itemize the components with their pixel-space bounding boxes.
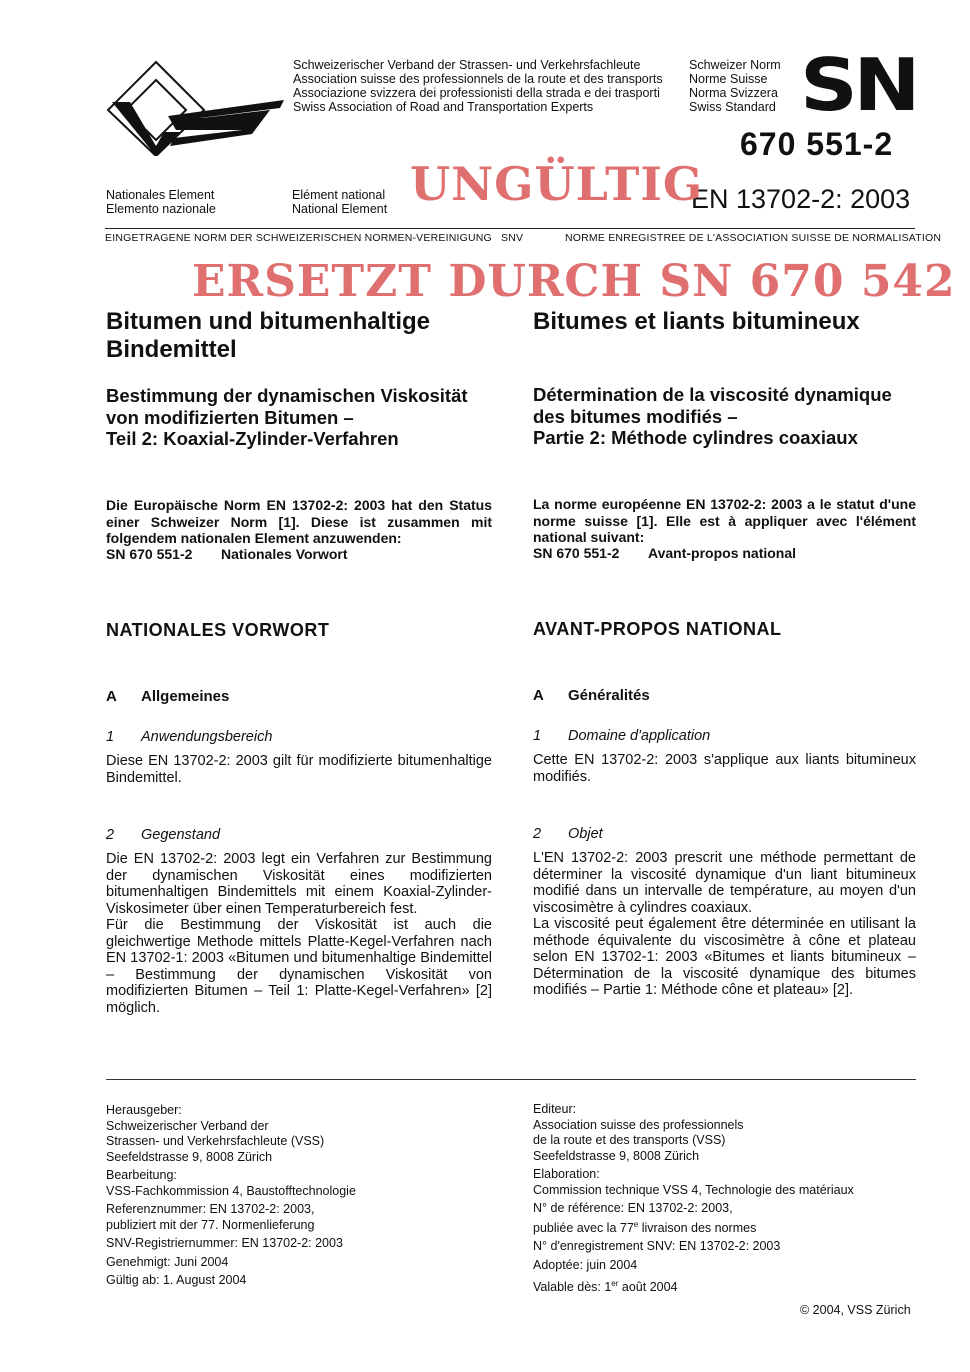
- valid-pre: Valable dès: 1: [533, 1280, 612, 1295]
- reference-label: Nationales Vorwort: [221, 546, 348, 562]
- editing-text: VSS-Fachkommission 4, Baustofftechnologie: [106, 1183, 356, 1198]
- org-name-it: Associazione svizzera dei professionisti della strada e dei trasporti: [293, 86, 660, 100]
- subsection-number: 2: [106, 827, 115, 843]
- adoption-date: Adoptée: juin 2004: [533, 1257, 638, 1272]
- valid-from-date: Gültig ab: 1. August 2004: [106, 1273, 247, 1287]
- section-a-de: [106, 688, 492, 705]
- en-standard-number: EN 13702-2: 2003: [691, 184, 911, 214]
- reference-label: Avant-propos national: [648, 545, 797, 561]
- norm-name-fr: Norme Suisse: [689, 72, 768, 86]
- copyright: © 2004, VSS Zürich: [800, 1303, 911, 1317]
- footer-divider: [106, 1079, 916, 1080]
- subtitle-fr-line: Partie 2: Méthode cylindres coaxiaux: [533, 427, 858, 448]
- reference-delivery: [533, 1217, 916, 1237]
- section-title-de: NATIONALES VORWORT: [106, 620, 330, 640]
- subsection-1-text-fr: Cette EN 13702-2: 2003 s'applique aux liants bitumineux modifiés.: [533, 752, 916, 785]
- norm-name-it: Norma Svizzera: [689, 86, 778, 100]
- subsection-2-heading-fr: [533, 826, 916, 842]
- subtitle-de: [106, 385, 492, 450]
- norm-name-en: Swiss Standard: [689, 100, 776, 114]
- subsection-number: 2: [533, 826, 542, 842]
- document-number: 670 551-2: [740, 126, 894, 162]
- reference-delivery-post: livraison des normes: [638, 1220, 757, 1235]
- replaced-stamp: ERSETZT DURCH SN 670 542: [192, 256, 956, 307]
- org-name-de: Schweizerischer Verband der Strassen- und Verkehrsfachleute: [293, 58, 641, 72]
- national-element-it: Elemento nazionale: [106, 202, 216, 216]
- publisher-line: Strassen- und Verkehrsfachleute (VSS): [106, 1134, 325, 1148]
- subtitle-de-line: Teil 2: Koaxial-Zylinder-Verfahren: [106, 428, 399, 449]
- publisher-line: de la route et des transports (VSS): [533, 1133, 726, 1147]
- registration-text-fr: NORME ENREGISTREE DE L'ASSOCIATION SUISSE DE NORMALISATION: [565, 232, 942, 244]
- national-element-de: Nationales Element: [106, 188, 215, 202]
- reference-delivery: publiziert mit der 77. Normenlieferung: [106, 1217, 315, 1232]
- reference-number: Referenznummer: EN 13702-2: 2003,: [106, 1202, 315, 1216]
- publisher-label: Herausgeber:: [106, 1103, 182, 1117]
- intro-fr: La norme européenne EN 13702-2: 2003 a le statut d'une norme suisse [1]. Elle est à appliquer avec l'élément national suivant:: [533, 496, 916, 545]
- footer-de: [106, 1103, 492, 1289]
- paragraph: Die EN 13702-2: 2003 legt ein Verfahren zur Bestimmung der dynamischen Viskosität eines modifizierten bitumenhaltigen Bindemittels mit einem Koaxial-Zylinder-Viskosimeter über einen Temperaturbereich fest.: [106, 851, 492, 917]
- section-letter: A: [533, 687, 544, 704]
- national-element-en: National Element: [292, 202, 388, 216]
- publisher-line: Seefeldstrasse 9, 8008 Zürich: [533, 1148, 700, 1163]
- ordinal-suffix: er: [611, 1279, 619, 1289]
- subsection-title: Anwendungsbereich: [141, 729, 273, 745]
- footer-fr: [533, 1102, 916, 1296]
- national-element-fr: Elément national: [292, 188, 386, 202]
- section-a-title: Généralités: [568, 687, 650, 704]
- valid-post: août 2004: [618, 1280, 678, 1295]
- editing-label: Bearbeitung:: [106, 1168, 177, 1182]
- national-element-labels-left: [106, 188, 216, 216]
- title-fr: Bitumes et liants bitumineux: [533, 308, 860, 335]
- intro-de: Die Europäische Norm EN 13702-2: 2003 hat den Status einer Schweizer Norm [1]. Diese ist zusammen mit folgendem nationalen Element anzuwenden:: [106, 497, 492, 546]
- reference-delivery-pre: publiée avec la 77: [533, 1220, 634, 1235]
- section-title-fr: AVANT-PROPOS NATIONAL: [533, 619, 782, 639]
- subsection-2-heading-de: [106, 827, 492, 843]
- subsection-title: Objet: [568, 826, 603, 842]
- subsection-1-text-de: Diese EN 13702-2: 2003 gilt für modifizierte bitumenhaltige Bindemittel.: [106, 753, 492, 786]
- publisher-line: Association suisse des professionnels: [533, 1117, 744, 1132]
- section-a-title: Allgemeines: [141, 688, 230, 705]
- national-element-labels-right: [292, 188, 387, 216]
- subsection-2-text-fr: [533, 850, 916, 999]
- section-letter: A: [106, 688, 117, 705]
- registration-text-de: EINGETRAGENE NORM DER SCHWEIZERISCHEN NORMEN-VEREINIGUNG: [105, 232, 492, 244]
- paragraph: La viscosité peut également être déterminée en utilisant la méthode équivalente du viscosimètre à cône et plateau selon EN 13702-1: 2003 «Bitumes et liants bitumineux – Détermination de la viscosité dynamique des bitumes modifiés – Partie 1: Méthode cône et plateau» [2].: [533, 916, 916, 998]
- editing-text: Commission technique VSS 4, Technologie des matériaux: [533, 1182, 854, 1197]
- reference-line-fr: [533, 545, 916, 562]
- section-a-fr: [533, 687, 916, 704]
- subtitle-de-line: Bestimmung der dynamischen Viskosität: [106, 385, 468, 406]
- paragraph: L'EN 13702-2: 2003 prescrit une méthode permettant de déterminer la viscosité dynamique d'un liant bitumineux modifié dans un intervalle de température, au moyen d'un viscosimètre à cylindres coaxiaux.: [533, 850, 916, 916]
- subsection-number: 1: [533, 728, 542, 744]
- title-de: Bitumen und bitumenhaltige Bindemittel: [106, 308, 430, 363]
- ordinal-suffix: e: [633, 1219, 639, 1229]
- org-name-en: Swiss Association of Road and Transportation Experts: [293, 100, 594, 114]
- subtitle-de-line: von modifizierten Bitumen –: [106, 406, 354, 428]
- editing-label: Elaboration:: [533, 1167, 600, 1181]
- publisher-line: Schweizerischer Verband der: [106, 1118, 269, 1133]
- subtitle-fr-line: Détermination de la viscosité dynamique: [533, 384, 892, 405]
- org-name-fr: Association suisse des professionnels de la route et des transports: [293, 72, 663, 86]
- reference-code: SN 670 551-2: [533, 545, 620, 561]
- norm-names: [689, 58, 781, 114]
- approval-date: Genehmigt: Juni 2004: [106, 1254, 229, 1269]
- invalid-stamp: UNGÜLTIG: [410, 157, 704, 211]
- reference-code: SN 670 551-2: [106, 546, 193, 562]
- sn-logo-text: SN: [800, 55, 916, 113]
- registration-divider: [105, 228, 915, 229]
- subtitle-fr-line: des bitumes modifiés –: [533, 405, 738, 427]
- publisher-line: Seefeldstrasse 9, 8008 Zürich: [106, 1149, 273, 1164]
- vss-logo: [104, 60, 284, 156]
- subsection-title: Domaine d'application: [568, 728, 711, 744]
- registration-snv: SNV: [501, 232, 524, 244]
- organization-names: [293, 58, 663, 114]
- paragraph: Für die Bestimmung der Viskosität ist auch die gleichwertige Methode mittels Platte-Kegel-Verfahren nach EN 13702-1: 2003 «Bitumen und bitumenhaltige Bindemittel – Bestimmung der dynamischen Viskosität von modifizierten Bitumen – Teil 1: Platte-Kegel-Verfahren» [2] möglich.: [106, 917, 492, 1016]
- subsection-2-text-de: [106, 851, 492, 1016]
- subsection-title: Gegenstand: [141, 827, 221, 843]
- reference-number: N° de référence: EN 13702-2: 2003,: [533, 1201, 733, 1215]
- norm-name-de: Schweizer Norm: [689, 58, 781, 72]
- publisher-label: Editeur:: [533, 1102, 577, 1116]
- snv-registration: N° d'enregistrement SNV: EN 13702-2: 2003: [533, 1239, 781, 1254]
- subsection-1-heading-fr: [533, 728, 916, 744]
- sn-logo: [800, 55, 916, 113]
- valid-from-date: [533, 1276, 916, 1296]
- subsection-1-heading-de: [106, 729, 492, 745]
- reference-line-de: [106, 546, 492, 563]
- subtitle-fr: [533, 384, 916, 449]
- subsection-number: 1: [106, 729, 115, 745]
- snv-registration: SNV-Registriernummer: EN 13702-2: 2003: [106, 1236, 343, 1250]
